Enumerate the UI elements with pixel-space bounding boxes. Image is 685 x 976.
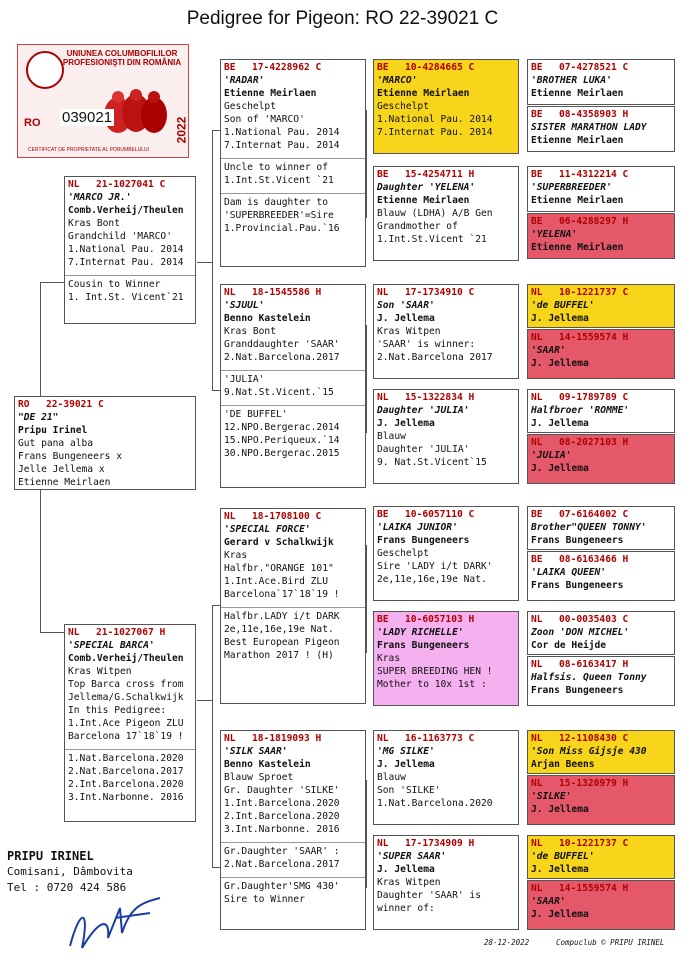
breeder-name: J. Jellema bbox=[531, 909, 589, 920]
info-line: Cousin to Winner bbox=[68, 279, 161, 290]
pedigree-card-g4[interactable] bbox=[527, 434, 675, 484]
pigeon-name: Brother"QUEEN TONNY' bbox=[531, 522, 647, 533]
country-code: BE bbox=[377, 614, 389, 625]
info-line: 1.National Pau. 2014 bbox=[68, 244, 184, 255]
info-line: 9.Nat.St.Vicent.`15 bbox=[224, 387, 334, 398]
info-line: Best European Pigeon bbox=[224, 637, 340, 648]
info-line: 2.Nat.Barcelona.2017 bbox=[224, 859, 340, 870]
info-line: 7.Internat Pau. 2014 bbox=[68, 257, 184, 268]
country-code: NL bbox=[224, 287, 236, 298]
info-line: Son of 'MARCO' bbox=[224, 114, 305, 125]
breeder-name: Frans Bungeneers bbox=[531, 535, 624, 546]
connector bbox=[197, 700, 213, 701]
info-line: 'SUPERBREEDER'=Sire bbox=[224, 210, 334, 221]
info-line: 1.Nat.Barcelona.2020 bbox=[377, 798, 493, 809]
divider bbox=[65, 749, 195, 750]
divider bbox=[221, 370, 365, 371]
pigeon-name: 'MARCO JR.' bbox=[68, 192, 132, 203]
pigeon-name: 'SJUUL' bbox=[224, 300, 265, 311]
footer-credit: Compuclub © PRIPU IRINEL bbox=[556, 938, 665, 947]
certificate-number: 039021 bbox=[62, 109, 113, 126]
connector bbox=[212, 605, 213, 867]
ring-number: 07-4278521 C bbox=[559, 62, 629, 73]
pigeon-name: 'MARCO' bbox=[377, 75, 418, 86]
info-line: 1. Int.St. Vicent`21 bbox=[68, 292, 184, 303]
pedigree-card-g4[interactable] bbox=[527, 551, 675, 601]
country-code: NL bbox=[531, 838, 543, 849]
info-line: 1.Int.St.Vicent `21 bbox=[377, 234, 487, 245]
breeder-name: J. Jellema bbox=[531, 463, 589, 474]
ring-number: 10-4284665 C bbox=[405, 62, 475, 73]
ring-number: 10-1221737 C bbox=[559, 287, 629, 298]
breeder-name: Benno Kastelein bbox=[224, 313, 311, 324]
info-line: 2.Int.Barcelona.2020 bbox=[68, 779, 184, 790]
breeder-name: Frans Bungeneers bbox=[531, 580, 624, 591]
info-line: 7.Internat Pau. 2014 bbox=[224, 140, 340, 151]
pigeon-name: 'SAAR' bbox=[531, 896, 566, 907]
info-line: Gr. Daughter 'SILKE' bbox=[224, 785, 340, 796]
divider bbox=[221, 158, 365, 159]
breeder-name: J. Jellema bbox=[531, 358, 589, 369]
pigeon-name: 'RADAR' bbox=[224, 75, 265, 86]
pedigree-card-mm[interactable] bbox=[220, 730, 366, 930]
pigeon-name: Halfbroer 'ROMME' bbox=[531, 405, 630, 416]
breeder-name: Comb.Verheij/Theulen bbox=[68, 205, 184, 216]
divider bbox=[65, 275, 195, 276]
info-line: Grandmother of bbox=[377, 221, 458, 232]
pedigree-card-g3[interactable] bbox=[373, 389, 519, 484]
country-code: BE bbox=[531, 216, 543, 227]
breeder-name: Frans Bungeneers bbox=[377, 535, 470, 546]
breeder-name: J. Jellema bbox=[531, 804, 589, 815]
country-code: NL bbox=[68, 179, 80, 190]
ring-number: 07-6164002 C bbox=[559, 509, 629, 520]
info-line: Kras bbox=[377, 653, 401, 664]
certificate-image bbox=[17, 44, 189, 158]
info-line: Uncle to winner of bbox=[224, 162, 328, 173]
divider bbox=[221, 607, 365, 608]
country-code: NL bbox=[531, 733, 543, 744]
pigeon-name: 'LAIKA QUEEN' bbox=[531, 567, 607, 578]
info-line: 30.NPO.Bergerac.2015 bbox=[224, 448, 340, 459]
info-line: 1.Int.St.Vicent `21 bbox=[224, 175, 334, 186]
info-line: Gr.Daughter 'SAAR' : bbox=[224, 846, 340, 857]
info-line: Dam is daughter to bbox=[224, 197, 328, 208]
pigeon-name: 'SILKE' bbox=[531, 791, 572, 802]
connector bbox=[212, 390, 220, 391]
breeder-name: J. Jellema bbox=[531, 313, 589, 324]
ring-number: 10-6057103 H bbox=[405, 614, 475, 625]
ring-number: 12-1108430 C bbox=[559, 733, 629, 744]
country-code: BE bbox=[377, 169, 389, 180]
ring-number: 10-1221737 C bbox=[559, 838, 629, 849]
divider bbox=[221, 193, 365, 194]
ring-number: 10-6057110 C bbox=[405, 509, 475, 520]
country-code: NL bbox=[531, 659, 543, 670]
page-title: Pedigree for Pigeon: RO 22-39021 C bbox=[186, 8, 499, 29]
info-line: Kras Bont bbox=[68, 218, 120, 229]
info-line: Halfbr.LADY i/t DARK bbox=[224, 611, 340, 622]
info-line: winner of: bbox=[377, 903, 435, 914]
info-line: Granddaughter 'SAAR' bbox=[224, 339, 340, 350]
pedigree-card-g3[interactable] bbox=[373, 59, 519, 154]
connector bbox=[212, 867, 220, 868]
country-code: NL bbox=[224, 511, 236, 522]
breeder-name: J. Jellema bbox=[377, 418, 435, 429]
breeder-name: Etienne Meirlaen bbox=[531, 135, 624, 146]
country-code: RO bbox=[18, 399, 30, 410]
info-line: SUPER BREEDING HEN ! bbox=[377, 666, 493, 677]
connector bbox=[366, 110, 367, 218]
connector bbox=[366, 325, 367, 433]
breeder-name: Etienne Meirlaen bbox=[531, 88, 624, 99]
ring-number: 16-1163773 C bbox=[405, 733, 475, 744]
info-line: 1.National Pau. 2014 bbox=[224, 127, 340, 138]
breeder-name: Cor de Heijde bbox=[531, 640, 607, 651]
info-line: Jelle Jellema x bbox=[18, 464, 105, 475]
divider bbox=[221, 842, 365, 843]
info-line: Etienne Meirlaen bbox=[18, 477, 111, 488]
info-line: Kras bbox=[224, 550, 248, 561]
pigeon-name: 'SUPER SAAR' bbox=[377, 851, 447, 862]
pigeon-name: Zoon 'DON MICHEL' bbox=[531, 627, 630, 638]
pigeon-name: 'MG SILKE' bbox=[377, 746, 435, 757]
divider bbox=[221, 877, 365, 878]
connector bbox=[40, 282, 64, 283]
country-code: NL bbox=[68, 627, 80, 638]
breeder-name: J. Jellema bbox=[377, 864, 435, 875]
breeder-name: Etienne Meirlaen bbox=[531, 195, 624, 206]
pigeon-name: 'SUPERBREEDER' bbox=[531, 182, 612, 193]
info-line: Daughter 'JULIA' bbox=[377, 444, 470, 455]
pigeon-name: 'SPECIAL FORCE' bbox=[224, 524, 311, 535]
pedigree-card-g4[interactable] bbox=[527, 166, 675, 212]
ring-number: 15-1320979 H bbox=[559, 778, 629, 789]
connector bbox=[212, 605, 220, 606]
connector bbox=[40, 490, 41, 632]
footer-date: 28-12-2022 bbox=[484, 938, 530, 947]
pigeon-name: Son 'SAAR' bbox=[377, 300, 435, 311]
info-line: Blauw bbox=[377, 431, 406, 442]
pedigree-card-g3[interactable] bbox=[373, 166, 519, 261]
country-code: NL bbox=[531, 287, 543, 298]
info-line: Kras Bont bbox=[224, 326, 276, 337]
pedigree-card-subject[interactable] bbox=[14, 396, 196, 490]
country-code: NL bbox=[377, 838, 389, 849]
info-line: 1.Int.Ace Pigeon ZLU bbox=[68, 718, 184, 729]
breeder-name: J. Jellema bbox=[531, 418, 589, 429]
info-line: 1.Int.Barcelona.2020 bbox=[224, 798, 340, 809]
info-line: In this Pedigree: bbox=[68, 705, 167, 716]
connector bbox=[40, 282, 41, 396]
country-code: NL bbox=[377, 392, 389, 403]
ring-number: 15-4254711 H bbox=[405, 169, 475, 180]
pedigree-card-g3[interactable] bbox=[373, 611, 519, 706]
pedigree-card-g4[interactable] bbox=[527, 284, 675, 328]
pigeon-name: 'de BUFFEL' bbox=[531, 851, 595, 862]
info-line: Kras Witpen bbox=[377, 326, 441, 337]
ring-number: 15-1322834 H bbox=[405, 392, 475, 403]
country-code: NL bbox=[531, 392, 543, 403]
info-line: 2.Nat.Barcelona.2017 bbox=[224, 352, 340, 363]
pedigree-card-g4[interactable] bbox=[527, 730, 675, 774]
info-line: 7.Internat Pau. 2014 bbox=[377, 127, 493, 138]
ring-number: 08-6163466 H bbox=[559, 554, 629, 565]
info-line: Grandchild 'MARCO' bbox=[68, 231, 172, 242]
connector bbox=[366, 545, 367, 653]
breeder-name: Comb.Verheij/Theulen bbox=[68, 653, 184, 664]
pigeon-name: 'SPECIAL BARCA' bbox=[68, 640, 155, 651]
info-line: Son 'SILKE' bbox=[377, 785, 441, 796]
pigeon-name: 'JULIA' bbox=[531, 450, 572, 461]
pedigree-card-g4[interactable] bbox=[527, 775, 675, 825]
divider bbox=[221, 405, 365, 406]
country-code: BE bbox=[531, 62, 543, 73]
info-line: Geschelpt bbox=[377, 548, 429, 559]
pigeon-name: "DE 21" bbox=[18, 412, 59, 423]
pedigree-card-g3[interactable] bbox=[373, 730, 519, 825]
country-code: BE bbox=[377, 62, 389, 73]
info-line: 2.Nat.Barcelona 2017 bbox=[377, 352, 493, 363]
breeder-name: Etienne Meirlaen bbox=[531, 242, 624, 253]
country-code: BE bbox=[531, 509, 543, 520]
breeder-name: J. Jellema bbox=[377, 759, 435, 770]
pigeon-name: Daughter 'JULIA' bbox=[377, 405, 470, 416]
ring-number: 11-4312214 C bbox=[559, 169, 629, 180]
connector bbox=[366, 780, 367, 888]
country-code: NL bbox=[531, 332, 543, 343]
pigeon-name: 'de BUFFEL' bbox=[531, 300, 595, 311]
info-line: Gut pana alba bbox=[18, 438, 94, 449]
country-code: BE bbox=[531, 109, 543, 120]
pedigree-card-g4[interactable] bbox=[527, 506, 675, 550]
ring-number: 17-1734909 H bbox=[405, 838, 475, 849]
owner-phone: Tel : 0720 424 586 bbox=[7, 881, 127, 894]
info-line: Geschelpt bbox=[224, 101, 276, 112]
pigeon-name: 'YELENA' bbox=[531, 229, 578, 240]
pigeon-name: Daughter 'YELENA' bbox=[377, 182, 476, 193]
info-line: 2.Nat.Barcelona.2017 bbox=[68, 766, 184, 777]
info-line: Sire to Winner bbox=[224, 894, 305, 905]
pigeon-name: 'SAAR' bbox=[531, 345, 566, 356]
pedigree-card-mother[interactable] bbox=[64, 624, 196, 822]
ring-number: 18-1545586 H bbox=[252, 287, 322, 298]
breeder-name: Etienne Meirlaen bbox=[377, 88, 470, 99]
ring-number: 09-1789789 C bbox=[559, 392, 629, 403]
pigeon-name: 'LADY RICHELLE' bbox=[377, 627, 464, 638]
info-line: 1.Int.Ace.Bird ZLU bbox=[224, 576, 328, 587]
connector bbox=[212, 130, 213, 390]
pigeon-name: SISTER MARATHON LADY bbox=[531, 122, 647, 133]
country-code: NL bbox=[224, 733, 236, 744]
info-line: Sire 'LADY i/t DARK' bbox=[377, 561, 493, 572]
breeder-name: Etienne Meirlaen bbox=[224, 88, 317, 99]
info-line: 3.Int.Narbonne. 2016 bbox=[224, 824, 340, 835]
pedigree-card-g4[interactable] bbox=[527, 329, 675, 379]
certificate-header: UNIUNEA COLUMBOFILILOR PROFESIONIŞTI DIN ROMÂNIA bbox=[62, 49, 182, 67]
connector bbox=[212, 130, 220, 131]
pedigree-card-g3[interactable] bbox=[373, 284, 519, 379]
certificate-footer: CERTIFICAT DE PROPRIETATE AL PORUMBELULUI bbox=[28, 147, 150, 153]
info-line: Kras Witpen bbox=[68, 666, 132, 677]
info-line: 'SAAR' is winner: bbox=[377, 339, 476, 350]
pigeon-name: 'Son Miss Gijsje 430 bbox=[531, 746, 647, 757]
breeder-name: Gerard v Schalkwijk bbox=[224, 537, 334, 548]
info-line: Blauw bbox=[377, 772, 406, 783]
country-code: BE bbox=[531, 554, 543, 565]
info-line: Kras Witpen bbox=[377, 877, 441, 888]
ring-number: 00-0035403 C bbox=[559, 614, 629, 625]
pedigree-card-g4[interactable] bbox=[527, 880, 675, 930]
breeder-name: J. Jellema bbox=[377, 313, 435, 324]
pedigree-card-g4[interactable] bbox=[527, 389, 675, 433]
pedigree-card-father[interactable] bbox=[64, 176, 196, 324]
ring-number: 14-1559574 H bbox=[559, 883, 629, 894]
pedigree-card-g4[interactable] bbox=[527, 611, 675, 655]
breeder-name: J. Jellema bbox=[531, 864, 589, 875]
pedigree-card-g4[interactable] bbox=[527, 656, 675, 706]
info-line: Barcelona 17`18`19 ! bbox=[68, 731, 184, 742]
info-line: Marathon 2017 ! (H) bbox=[224, 650, 334, 661]
breeder-name: Arjan Beens bbox=[531, 759, 595, 770]
ring-number: 08-6163417 H bbox=[559, 659, 629, 670]
ring-number: 06-4288297 H bbox=[559, 216, 629, 227]
info-line: Gr.Daughter'SMG 430' bbox=[224, 881, 340, 892]
info-line: 'DE BUFFEL' bbox=[224, 409, 288, 420]
info-line: Frans Bungeneers x bbox=[18, 451, 122, 462]
ring-number: 21-1027067 H bbox=[96, 627, 166, 638]
info-line: 15.NPO.Periqueux.`14 bbox=[224, 435, 340, 446]
pedigree-card-g4[interactable] bbox=[527, 213, 675, 259]
info-line: 3.Int.Narbonne. 2016 bbox=[68, 792, 184, 803]
country-code: BE bbox=[224, 62, 236, 73]
signature-icon bbox=[60, 888, 170, 958]
info-line: 9. Nat.St.Vicent`15 bbox=[377, 457, 487, 468]
info-line: 2e,11e,16e,19e Nat. bbox=[224, 624, 334, 635]
info-line: Blauw (LDHA) A/B Gen bbox=[377, 208, 493, 219]
country-code: NL bbox=[531, 614, 543, 625]
info-line: Blauw Sproet bbox=[224, 772, 294, 783]
info-line: Jellema/G.Schalkwijk bbox=[68, 692, 184, 703]
ring-number: 17-4228962 C bbox=[252, 62, 322, 73]
ring-number: 08-4358903 H bbox=[559, 109, 629, 120]
info-line: 1.Provincial.Pau.`16 bbox=[224, 223, 340, 234]
ring-number: 21-1027041 C bbox=[96, 179, 166, 190]
country-code: NL bbox=[531, 437, 543, 448]
country-code: NL bbox=[377, 287, 389, 298]
pedigree-card-ff[interactable] bbox=[220, 59, 366, 267]
certificate-country: RO bbox=[24, 117, 41, 129]
breeder-name: Benno Kastelein bbox=[224, 759, 311, 770]
info-line: 2e,11e,16e,19e Nat. bbox=[377, 574, 487, 585]
info-line: 12.NPO.Bergerac.2014 bbox=[224, 422, 340, 433]
info-line: 2.Int.Barcelona.2020 bbox=[224, 811, 340, 822]
pedigree-card-mf[interactable] bbox=[220, 508, 366, 704]
ring-number: 18-1819093 H bbox=[252, 733, 322, 744]
certificate-year: 2022 bbox=[174, 116, 189, 144]
info-line: Barcelona`17`18`19 ! bbox=[224, 589, 340, 600]
info-line: Geschelpt bbox=[377, 101, 429, 112]
info-line: Halfbr."ORANGE 101" bbox=[224, 563, 334, 574]
ring-number: 22-39021 C bbox=[46, 399, 104, 410]
ring-number: 18-1708100 C bbox=[252, 511, 322, 522]
pigeon-name: 'BROTHER LUKA' bbox=[531, 75, 612, 86]
pedigree-card-g3[interactable] bbox=[373, 506, 519, 601]
pedigree-card-g3[interactable] bbox=[373, 835, 519, 930]
info-line: 1.Nat.Barcelona.2020 bbox=[68, 753, 184, 764]
breeder-name: Frans Bungeneers bbox=[531, 685, 624, 696]
ring-number: 14-1559574 H bbox=[559, 332, 629, 343]
info-line: 'JULIA' bbox=[224, 374, 265, 385]
country-code: NL bbox=[377, 733, 389, 744]
connector bbox=[197, 262, 213, 263]
owner-name: PRIPU IRINEL bbox=[7, 849, 94, 863]
pedigree-card-g4[interactable] bbox=[527, 835, 675, 879]
pedigree-card-fm[interactable] bbox=[220, 284, 366, 488]
pigeon-name: 'SILK SAAR' bbox=[224, 746, 288, 757]
breeder-name: Pripu Irinel bbox=[18, 425, 88, 436]
country-code: NL bbox=[531, 778, 543, 789]
country-code: NL bbox=[531, 883, 543, 894]
ring-number: 17-1734910 C bbox=[405, 287, 475, 298]
pigeon-name: Halfsis. Queen Tonny bbox=[531, 672, 647, 683]
country-code: BE bbox=[531, 169, 543, 180]
pedigree-card-g4[interactable] bbox=[527, 59, 675, 105]
pedigree-card-g4[interactable] bbox=[527, 106, 675, 152]
info-line: 1.National Pau. 2014 bbox=[377, 114, 493, 125]
owner-city: Comisani, Dâmbovita bbox=[7, 865, 133, 878]
breeder-name: Frans Bungeneers bbox=[377, 640, 470, 651]
info-line: Top Barca cross from bbox=[68, 679, 184, 690]
info-line: Daughter 'SAAR' is bbox=[377, 890, 481, 901]
connector bbox=[40, 632, 64, 633]
info-line: Mother to 10x 1st : bbox=[377, 679, 487, 690]
ring-number: 08-2027103 H bbox=[559, 437, 629, 448]
breeder-name: Etienne Meirlaen bbox=[377, 195, 470, 206]
pigeon-name: 'LAIKA JUNIOR' bbox=[377, 522, 458, 533]
country-code: BE bbox=[377, 509, 389, 520]
